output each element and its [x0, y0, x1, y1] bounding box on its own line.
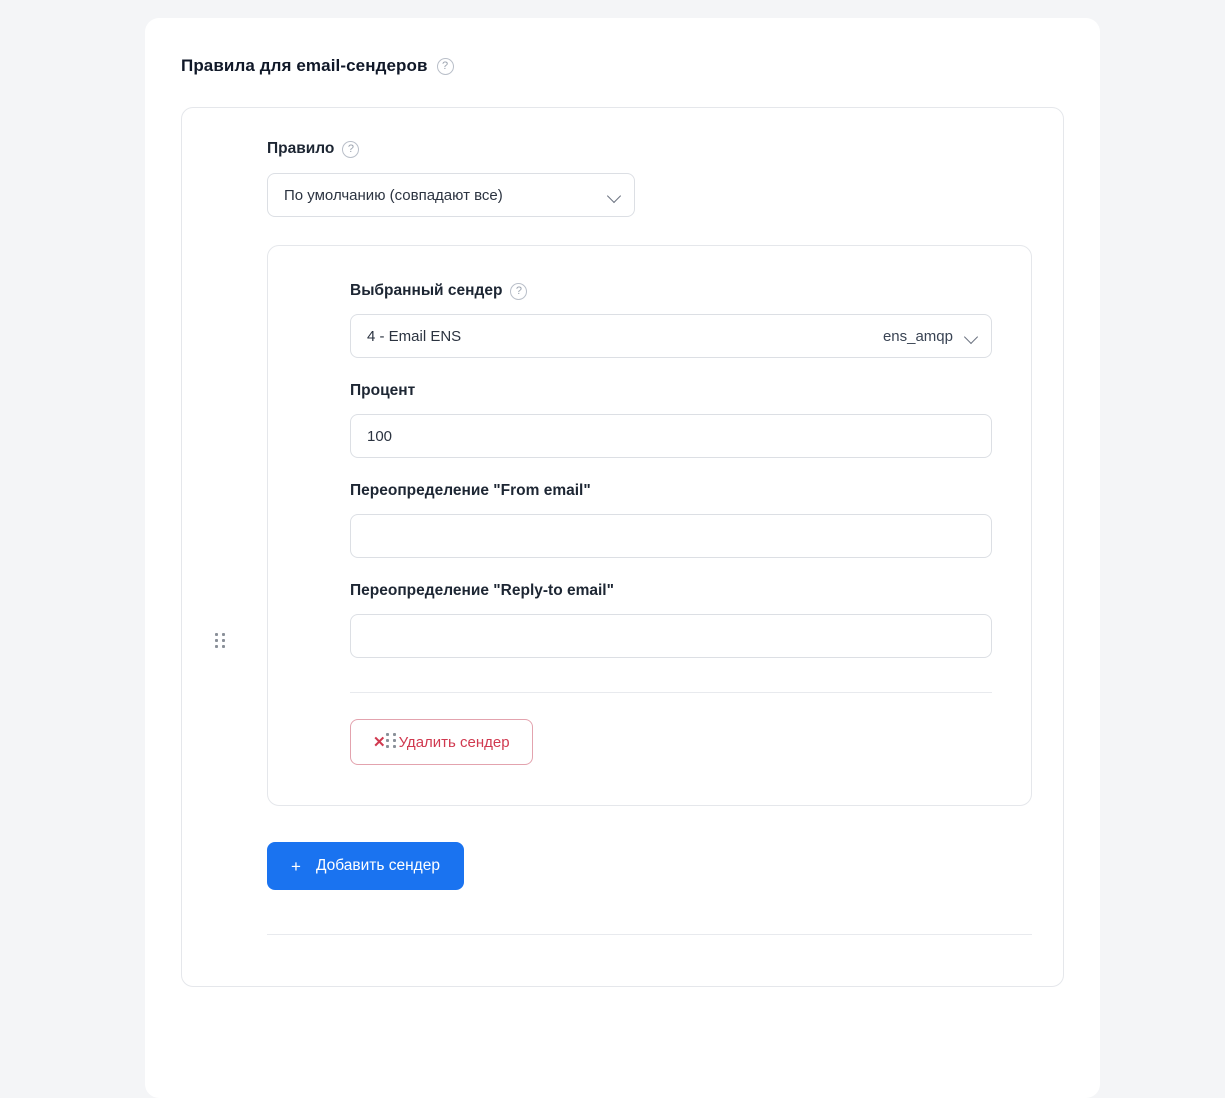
- selected-sender-group: [350, 282, 995, 358]
- reply-to-email-group: [350, 582, 995, 658]
- percent-input[interactable]: [350, 414, 992, 458]
- sender-divider: [350, 692, 992, 693]
- page-title: Правила для email-сендеров: [181, 56, 428, 75]
- delete-sender-label: Удалить сендер: [398, 733, 510, 751]
- selected-sender-suffix: ens_amqp: [882, 327, 953, 345]
- from-email-input[interactable]: [350, 514, 992, 558]
- from-email-label: Переопределение "From email": [350, 482, 591, 499]
- rule-label: Правило: [267, 140, 335, 157]
- rule-panel: [181, 107, 1064, 987]
- from-email-group: [350, 482, 995, 558]
- selected-sender-label-row: [350, 282, 995, 300]
- delete-sender-button[interactable]: [350, 719, 533, 765]
- page-title-row: [181, 56, 1064, 76]
- selected-sender-label: Выбранный сендер: [350, 282, 503, 299]
- rule-body: [267, 140, 1033, 935]
- close-x-icon: ✕: [373, 733, 386, 751]
- settings-card: [145, 18, 1100, 1098]
- rule-label-row: [267, 140, 1033, 158]
- percent-label: Процент: [350, 382, 416, 399]
- percent-group: [350, 382, 995, 458]
- rule-select[interactable]: [267, 173, 635, 217]
- question-circle-icon-sender[interactable]: ?: [510, 283, 527, 300]
- chevron-down-icon-rule: [608, 189, 621, 202]
- reply-to-email-input[interactable]: [350, 614, 992, 658]
- panel-bottom-divider: [267, 934, 1032, 935]
- rule-select-value: По умолчанию (совпадают все): [284, 186, 503, 204]
- selected-sender-value: 4 - Email ENS: [367, 327, 462, 345]
- sender-card: [267, 245, 1032, 806]
- chevron-down-icon-sender: [965, 330, 978, 343]
- plus-icon: +: [291, 856, 301, 876]
- drag-handle-icon-sender[interactable]: [386, 733, 397, 750]
- drag-handle-icon-rule[interactable]: [215, 633, 226, 650]
- reply-to-email-label: Переопределение "Reply-to email": [350, 582, 614, 599]
- selected-sender-select[interactable]: [350, 314, 992, 358]
- add-sender-label: Добавить сендер: [315, 857, 440, 874]
- question-circle-icon[interactable]: ?: [437, 58, 454, 75]
- add-sender-button[interactable]: [267, 842, 464, 890]
- question-circle-icon-rule[interactable]: ?: [342, 141, 359, 158]
